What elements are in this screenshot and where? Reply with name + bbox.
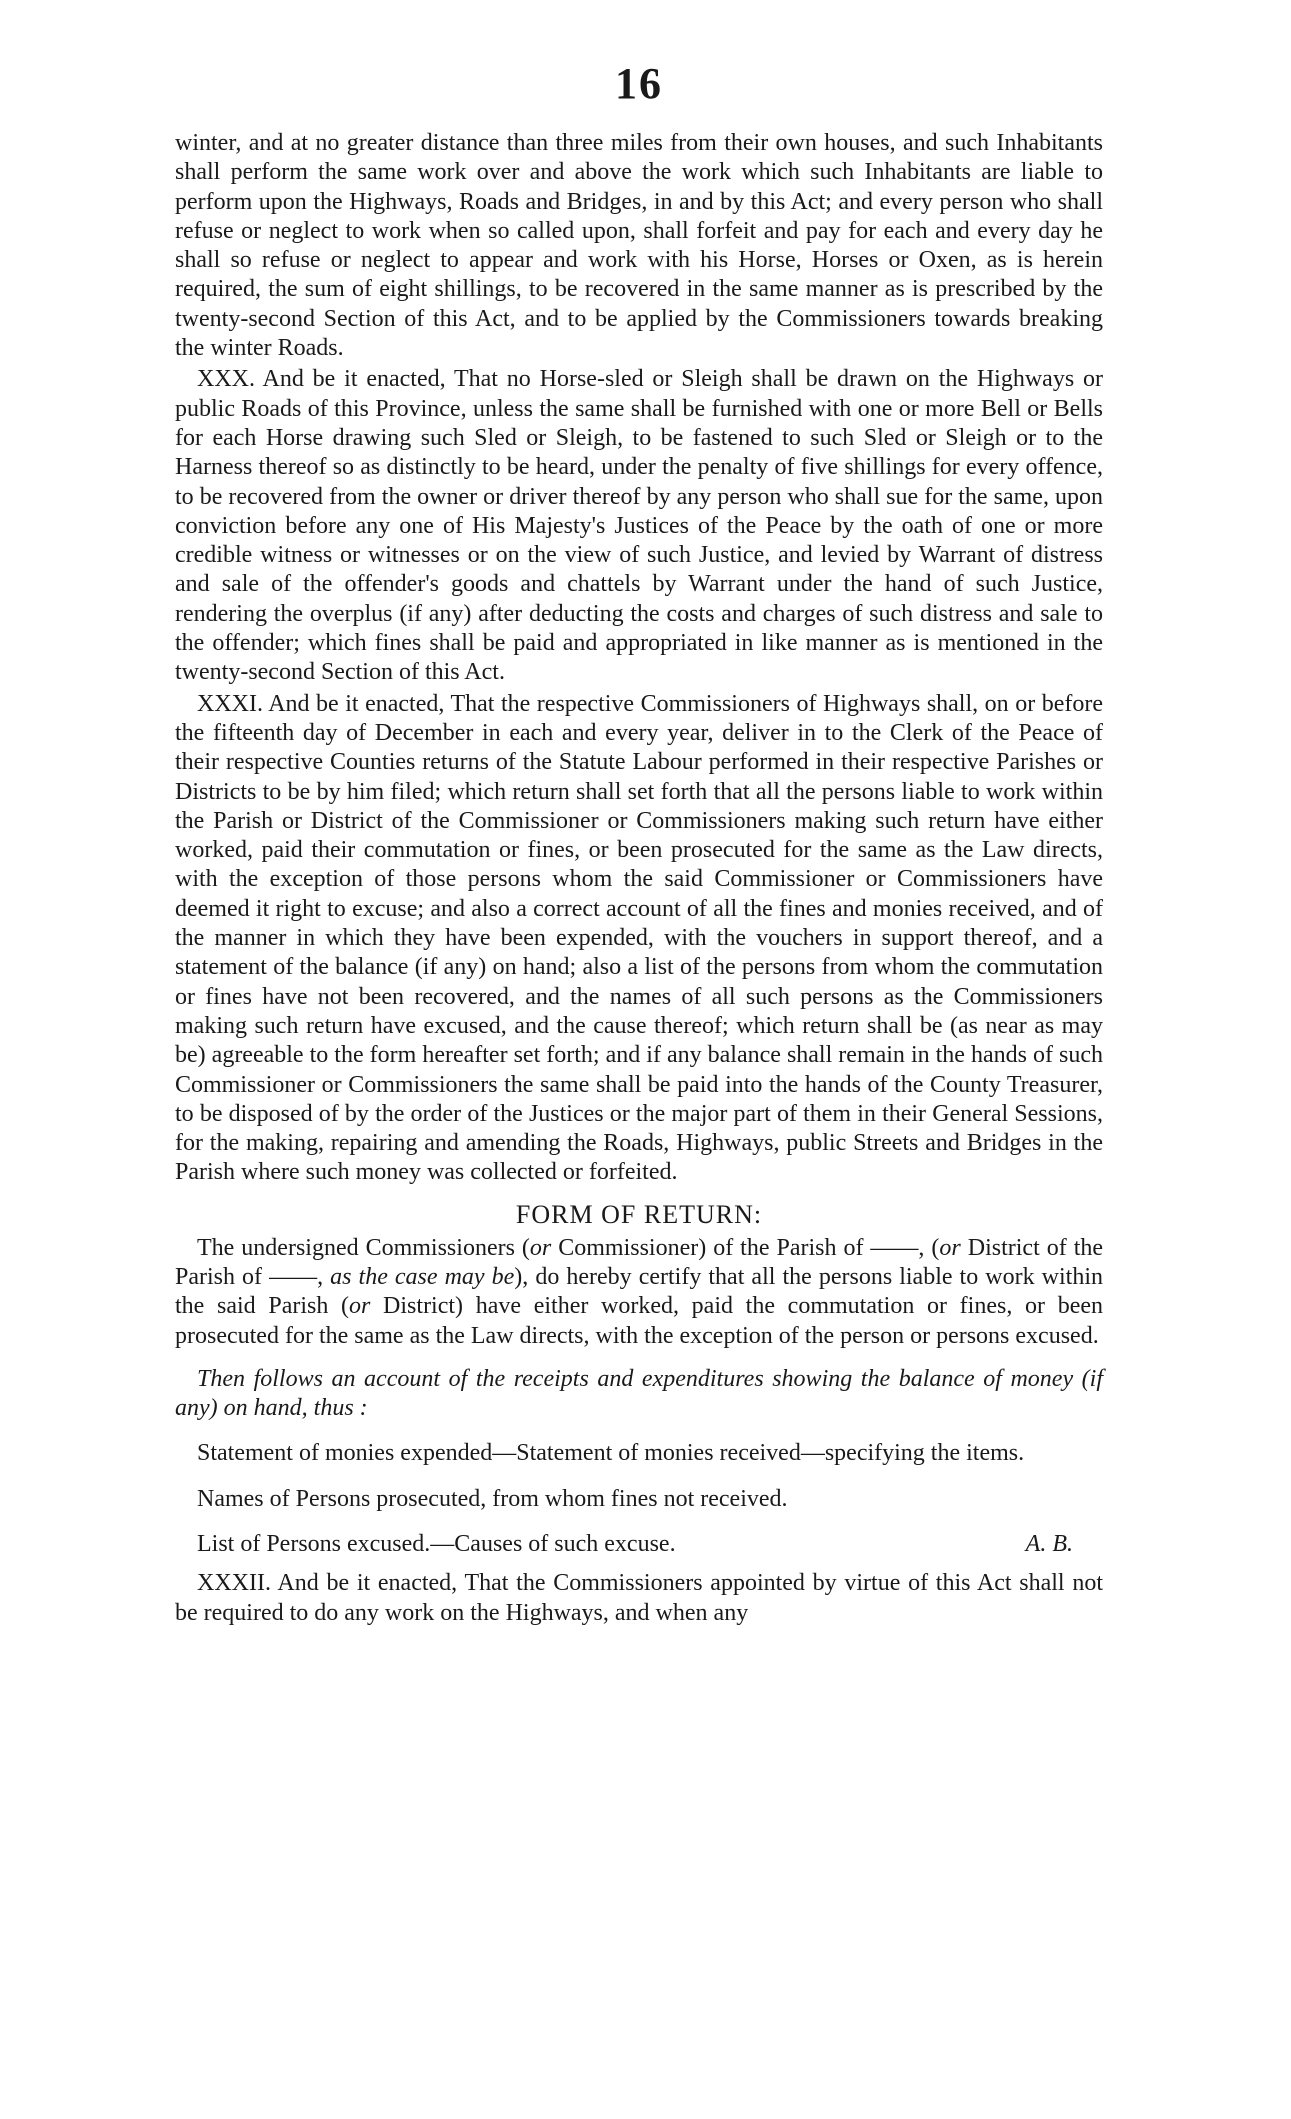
list-excused-line (175, 1530, 1103, 1559)
section-text: And be it enacted, That the Commissioners appointed by virtue of this Act shall not be required to do any work on the Highways, and when any (175, 1570, 1103, 1626)
form-text: ), do hereby certify that all the persons liable to work within the said Parish ( (175, 1263, 1103, 1320)
paragraph-winter-roads: winter, and at no greater distance than three miles from their own houses, and such Inhabitants shall perform the same work over and above the work which such Inhabitants are liable to perform upon the Highways, Roads and Bridges, in and by this Act; and every person who shall refuse or neglect to work when so called upon, shall forfeit and pay for each and every day he shall so refuse or neglect to appear and work with his Horse, Horses or Oxen, as is herein required, the sum of eight shillings, to be recovered in the same manner as is prescribed by the twenty-second Section of this Act, and to be applied by the Commissioners towards breaking the winter Roads. (175, 130, 1103, 362)
section-number: XXX. (197, 366, 255, 393)
section-xxxii (175, 1569, 1103, 1628)
form-certificate (175, 1234, 1103, 1351)
form-text-italic: or (349, 1293, 371, 1320)
names-line: Names of Persons prosecuted, from whom fines not received. (197, 1485, 788, 1512)
form-text: Commissioner) of the Parish of ——, ( (551, 1234, 940, 1261)
form-text: The undersigned Commissioners ( (197, 1234, 530, 1261)
section-xxxi (175, 690, 1103, 1188)
section-number: XXXII. (197, 1570, 271, 1597)
form-text: District) have either worked, paid the commutation or fines, or been prosecuted for the same as the Law directs, with the exception of the person or persons excused. (175, 1293, 1103, 1349)
form-heading: FORM OF RETURN: (515, 1199, 763, 1229)
section-number: XXXI. (197, 690, 263, 717)
form-text: District of the Parish of ——, (175, 1234, 1104, 1290)
document-page (175, 58, 1103, 1628)
form-text-italic: as the case may be (330, 1263, 515, 1290)
section-text: And be it enacted, That no Horse-sled or Sleigh shall be drawn on the Highways or public Roads of this Province, unless the same shall be furnished with one or more Bell or Bells for each Horse drawing such Sled or Sleigh, to be fastened to such Sled or Sleigh or to the Harness thereof so as distinctly to be heard, under the penalty of five shillings for every offence, to be recovered from the owner or driver thereof by any person who shall sue for the same, upon conviction before any one of His Majesty's Justices of the Peace by the oath of one or more credible witness or witnesses or on the view of such Justice, and levied by Warrant of distress and sale of the offender's goods and chattels by Warrant under the hand of such Justice, rendering the overplus (if any) after deducting the costs and charges of such distress and sale to the offender; which fines shall be paid and appropriated in like manner as is mentioned in the twenty-second Section of this Act. (175, 366, 1103, 686)
section-xxx (175, 365, 1103, 687)
form-text-italic: or (529, 1234, 552, 1261)
italic-note: Then follows an account of the receipts and expenditures showing the balance of money (if any) on hand, thus : (175, 1365, 1103, 1422)
signature-initials: A. B. (1025, 1531, 1073, 1558)
list-excused-text: List of Persons excused.—Causes of such excuse. (197, 1531, 676, 1558)
form-text-italic: or (939, 1234, 961, 1261)
page-number: 16 (615, 59, 663, 108)
statement-line: Statement of monies expended—Statement of monies received—specifying the items. (197, 1440, 1025, 1467)
section-text: And be it enacted, That the respective Commissioners of Highways shall, on or before the fifteenth day of December in each and every year, deliver in to the Clerk of the Peace of their respective Counties returns of the Statute Labour performed in their respective Parishes or Districts to be by him filed; which return shall set forth that all the persons liable to work within the Parish or District of the Commissioner or Commissioners making such return have either worked, paid their commutation or fines, or been prosecuted for the same as the Law directs, with the exception of those persons whom the said Commissioner or Commissioners have deemed it right to excuse; and also a correct account of all the fines and monies received, and of the manner in which they have been expended, with the vouchers in support thereof, and a statement of the balance (if any) on hand; also a list of the persons from whom the commutation or fines have not been recovered, and the names of all such persons as the Commissioners making such return have excused, and the cause thereof; which return shall be (as near as may be) agreeable to the form hereafter set forth; and if any balance shall remain in the hands of such Commissioner or Commissioners the same shall be paid into the hands of the County Treasurer, to be disposed of by the order of the Justices or the major part of them in their General Sessions, for the making, repairing and amending the Roads, Highways, public Streets and Bridges in the Parish where such money was collected or forfeited. (175, 690, 1103, 1186)
